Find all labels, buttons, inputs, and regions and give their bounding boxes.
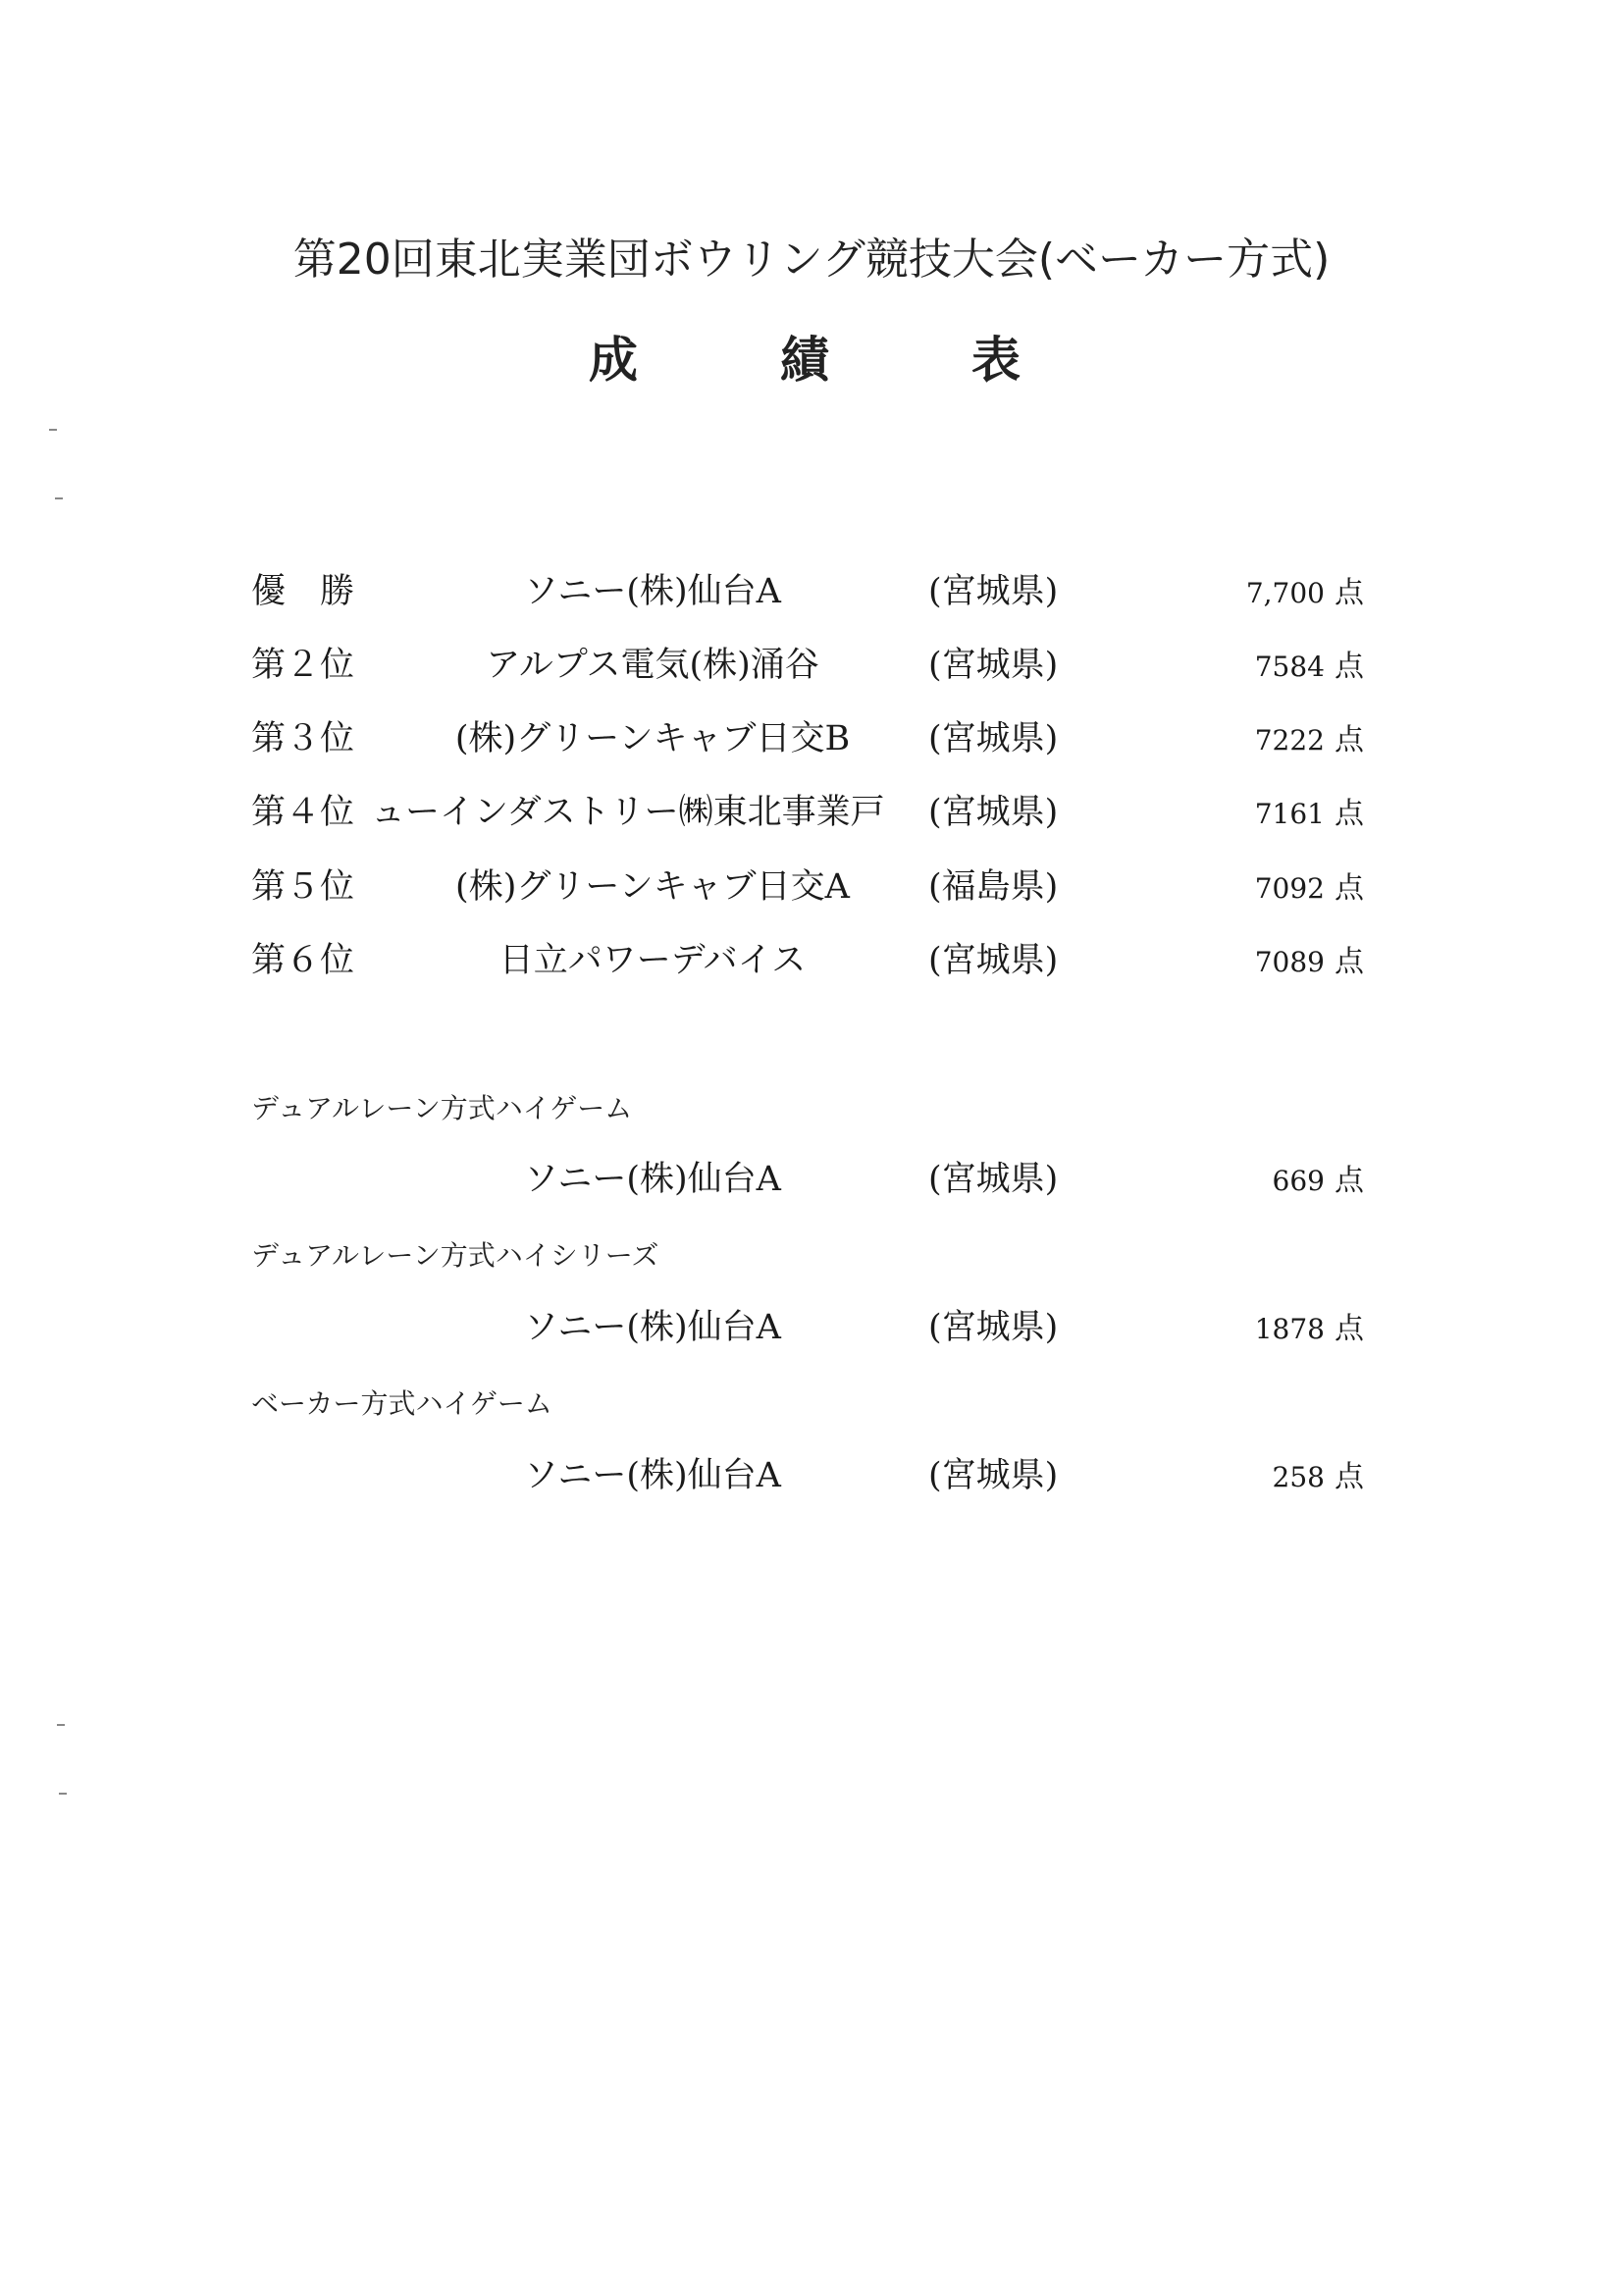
ranking-row bbox=[0, 638, 1623, 697]
rank-label: 第４位 bbox=[251, 793, 355, 832]
page-title: 第20回東北実業団ボウリング競技大会(ベーカー方式) bbox=[292, 235, 1331, 285]
score-value: 7089 bbox=[1254, 946, 1325, 978]
score-unit: 点 bbox=[1335, 576, 1364, 610]
score bbox=[1255, 715, 1364, 758]
team-name: (株)グリーンキャブ日交B bbox=[454, 719, 851, 758]
score bbox=[1246, 568, 1364, 611]
rank-label: 優 勝 bbox=[251, 572, 355, 611]
rank-label: 第３位 bbox=[251, 719, 355, 758]
subtitle-char: 成 bbox=[589, 332, 638, 389]
rank-label: 第５位 bbox=[251, 867, 355, 907]
team-name: ューインダストリー㈱東北事業戸 bbox=[371, 793, 885, 832]
award-row bbox=[0, 1448, 1623, 1507]
prefecture: (宮城県) bbox=[928, 1308, 1059, 1347]
ranking-row bbox=[0, 933, 1623, 992]
team-name: ソニー(株)仙台A bbox=[524, 1456, 781, 1495]
score-unit: 点 bbox=[1335, 945, 1364, 979]
prefecture: (宮城県) bbox=[928, 1456, 1059, 1495]
score-value: 669 bbox=[1272, 1165, 1325, 1197]
score-value: 7584 bbox=[1254, 651, 1325, 683]
score bbox=[1255, 1304, 1364, 1347]
ranking-row bbox=[0, 785, 1623, 844]
ranking-row bbox=[0, 564, 1623, 623]
score-value: 7,700 bbox=[1245, 577, 1325, 609]
scan-speck bbox=[59, 1793, 67, 1795]
prefecture: (宮城県) bbox=[928, 719, 1059, 758]
score-unit: 点 bbox=[1335, 797, 1364, 831]
subtitle-char: 績 bbox=[780, 332, 829, 389]
score bbox=[1255, 789, 1364, 832]
award-row bbox=[0, 1152, 1623, 1211]
score bbox=[1273, 1452, 1364, 1495]
team-name: 日立パワーデバイス bbox=[498, 941, 807, 980]
score-value: 7222 bbox=[1254, 724, 1325, 757]
score-unit: 点 bbox=[1335, 1460, 1364, 1494]
score-unit: 点 bbox=[1335, 1312, 1364, 1346]
prefecture: (宮城県) bbox=[928, 572, 1059, 611]
score bbox=[1255, 642, 1364, 685]
team-name: ソニー(株)仙台A bbox=[524, 1308, 781, 1347]
ranking-row bbox=[0, 711, 1623, 770]
page-subtitle bbox=[589, 321, 1021, 391]
prefecture: (宮城県) bbox=[928, 1160, 1059, 1199]
rank-label: 第２位 bbox=[251, 646, 355, 685]
score-value: 7092 bbox=[1254, 872, 1325, 905]
prefecture: (宮城県) bbox=[928, 646, 1059, 685]
scan-speck bbox=[55, 497, 63, 499]
ranking-row bbox=[0, 860, 1623, 918]
scan-speck bbox=[57, 1724, 65, 1726]
award-heading: デュアルレーン方式ハイゲーム bbox=[251, 1092, 633, 1124]
score-unit: 点 bbox=[1335, 723, 1364, 757]
score-value: 258 bbox=[1272, 1461, 1325, 1493]
prefecture: (福島県) bbox=[928, 867, 1059, 907]
score-unit: 点 bbox=[1335, 650, 1364, 684]
score bbox=[1273, 1156, 1364, 1199]
team-name: ソニー(株)仙台A bbox=[524, 572, 781, 611]
score bbox=[1255, 937, 1364, 980]
prefecture: (宮城県) bbox=[928, 793, 1059, 832]
subtitle-char: 表 bbox=[971, 332, 1021, 389]
rank-label: 第６位 bbox=[251, 941, 355, 980]
team-name: ソニー(株)仙台A bbox=[524, 1160, 781, 1199]
score-unit: 点 bbox=[1335, 871, 1364, 906]
award-row bbox=[0, 1300, 1623, 1359]
award-heading: デュアルレーン方式ハイシリーズ bbox=[251, 1239, 659, 1272]
scan-speck bbox=[49, 429, 57, 431]
prefecture: (宮城県) bbox=[928, 941, 1059, 980]
score-unit: 点 bbox=[1335, 1164, 1364, 1198]
team-name: アルプス電気(株)涌谷 bbox=[486, 646, 819, 685]
score-value: 1878 bbox=[1254, 1313, 1325, 1345]
score bbox=[1255, 863, 1364, 907]
award-heading: ベーカー方式ハイゲーム bbox=[251, 1387, 552, 1420]
score-value: 7161 bbox=[1254, 798, 1325, 830]
team-name: (株)グリーンキャブ日交A bbox=[455, 867, 850, 907]
